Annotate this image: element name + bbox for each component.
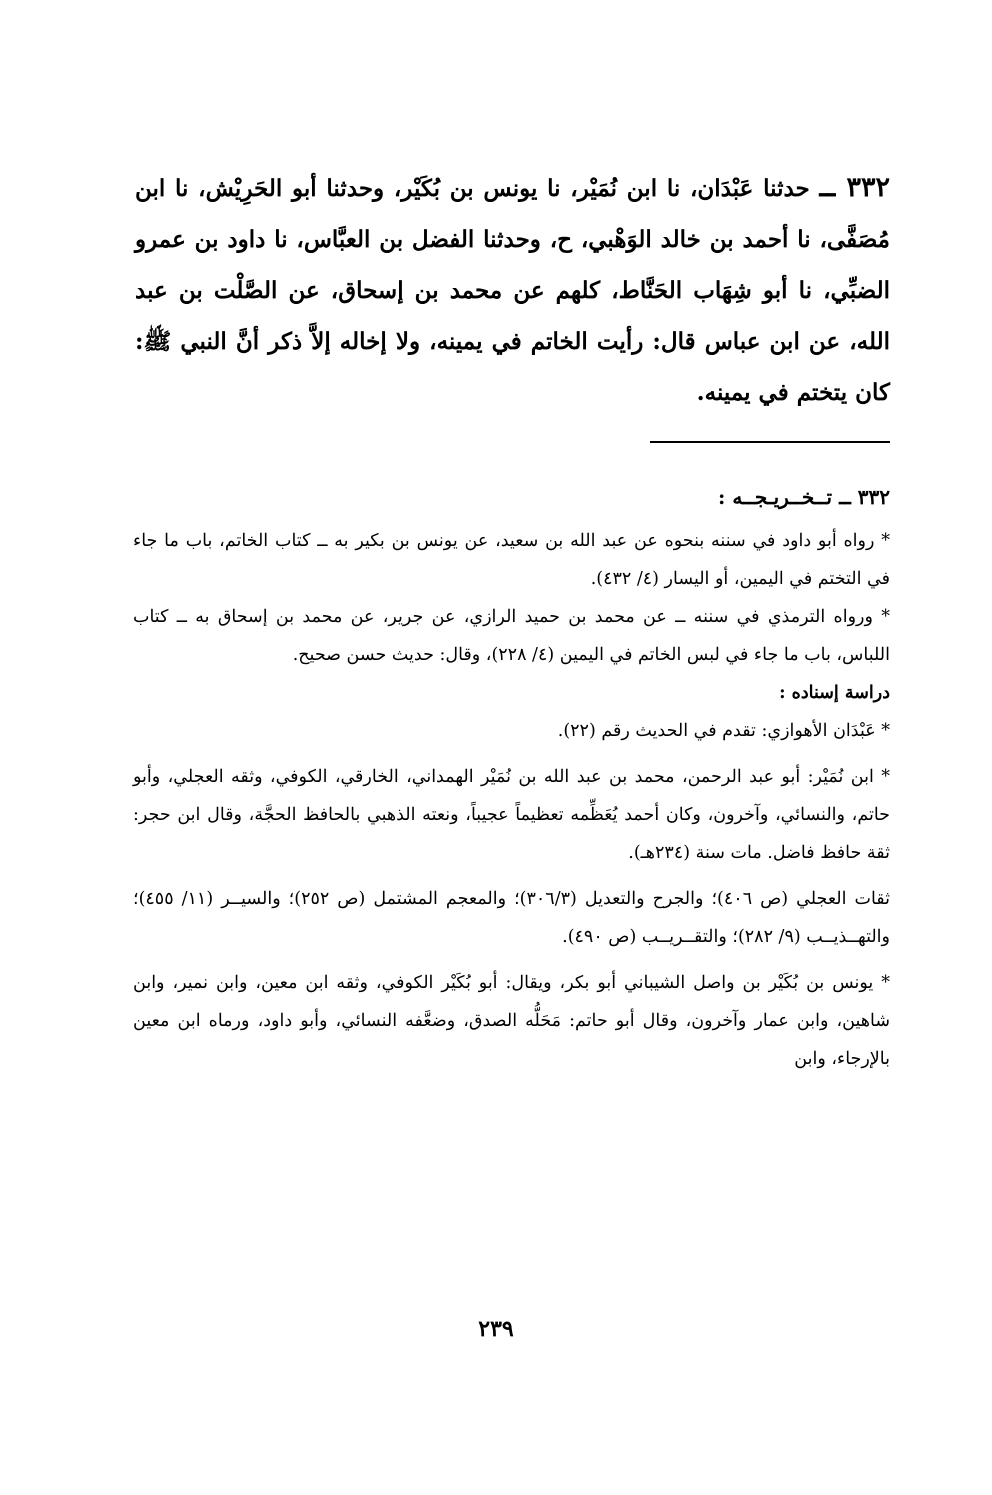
narrator-abdan: * عَبْدَان الأهوازي: تقدم في الحديث رقم (٢٢). (557, 721, 890, 741)
page-number: ٢٣٩ (478, 1316, 514, 1342)
references-ibn-numayr: ثقات العجلي (ص ٤٠٦)؛ والجرح والتعديل (٣٠٦/٣)؛ والمعجم المشتمل (ص ٢٥٢)؛ والسيــر (١١/ ٤٥٥)؛ والتهــذيــب (٩/ ٢٨٢)؛ والتقــريــب (ص ٤٩٠). (133, 889, 891, 947)
footnote-separator (650, 441, 890, 443)
takhrij-item-tirmidhi: * ورواه الترمذي في سننه ــ عن محمد بن حميد الرازي، عن جرير، عن محمد بن إسحاق به ــ كتاب اللباس، باب ما جاء في لبس الخاتم في اليمين (٤/ ٢٢٨)، وقال: حديث حسن صحيح. (133, 607, 890, 665)
narrator-yunus-bin-bukayr: * يونس بن بُكَيْر بن واصل الشيباني أبو بكر، ويقال: أبو بُكَيْر الكوفي، وثقه ابن معين، وابن نمير، وابن شاهين، وابن عمار وآخرون، وقال أبو حاتم: مَحَلُّه الصدق، وضعَّفه النسائي، وأبو داود، ورماه ابن معين بالإرجاء، وابن (133, 973, 890, 1069)
hadith-text: حدثنا عَبْدَان، نا ابن نُمَيْر، نا يونس بن بُكَيْر، وحدثنا أبو الحَرِيْش، نا ابن مُصَفَّى، نا أحمد بن خالد الوَهْبي، ح، وحدثنا الفضل بن العبَّاس، نا داود بن عمرو الضبِّي، نا أبو شِهَاب الحَنَّاط، كلهم عن محمد بن إسحاق، عن الصَّلْت بن عبد الله، عن ابن عباس قال: رأيت الخاتم في يمينه، ولا إخاله إلاَّ ذكر أنَّ النبي ﷺ: كان يتختم في يمينه. (135, 175, 891, 406)
takhrij-heading: ٣٣٢ ــ تــخــريـجــه : (718, 485, 890, 509)
footnotes (133, 478, 890, 1078)
isnad-study-heading: دراسة إسناده : (779, 683, 890, 703)
takhrij-item-abu-dawud: * رواه أبو داود في سننه بنحوه عن عبد الله بن سعيد، عن يونس بن بكير به ــ كتاب الخاتم، باب ما جاء في التختم في اليمين، أو اليسار (٤/ ٤٣٢). (133, 531, 890, 589)
narrator-ibn-numayr: * ابن نُمَيْر: أبو عبد الرحمن، محمد بن عبد الله بن نُمَيْر الهمداني، الخارقي، الكوفي، وثقه العجلي، وأبو حاتم، والنسائي، وآخرون، وكان أحمد يُعَظِّمه تعظيماً عجيباً، ونعته الذهبي بالحافظ الحجَّة، وقال ابن حجر: ثقة حافظ فاضل. مات سنة (٢٣٤هـ). (133, 767, 890, 863)
hadith-number: ٣٣٢ ــ (819, 172, 890, 203)
main-hadith-paragraph (135, 162, 890, 418)
